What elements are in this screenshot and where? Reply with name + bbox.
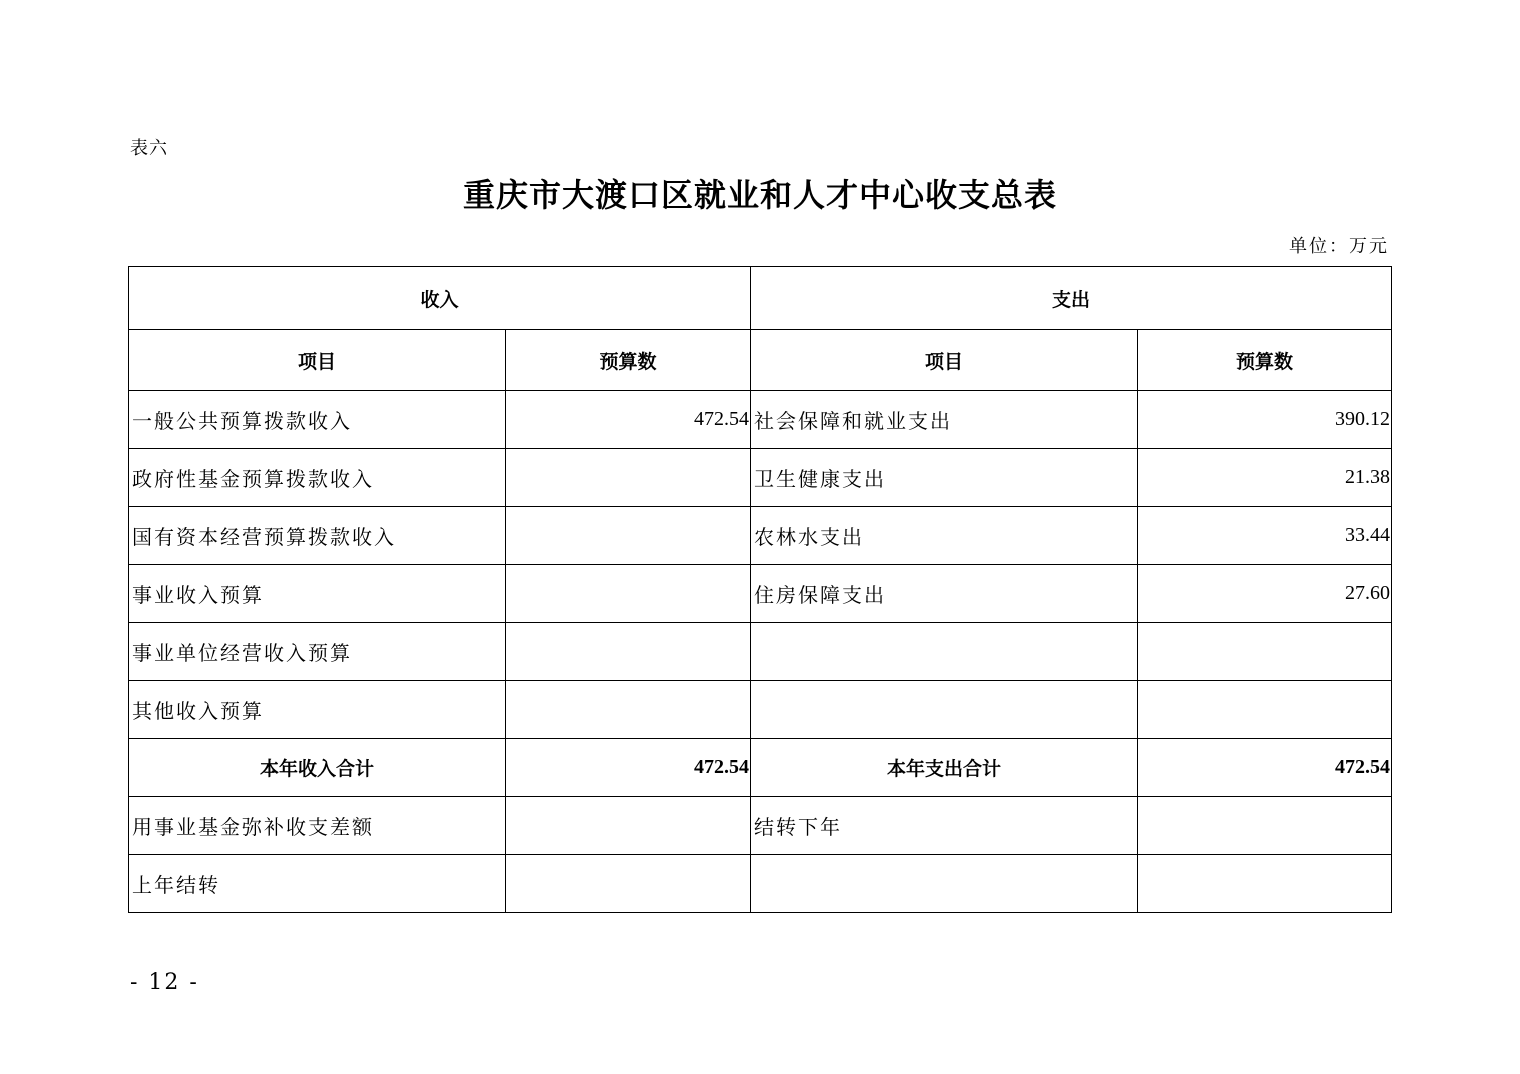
unit-label: 单位：万元 [1289,236,1389,257]
group-header-row [129,267,1392,330]
income-amount-cell [506,855,751,913]
table-row [129,855,1392,913]
page-number: - 12 - [130,970,199,995]
expense-item-cell: 卫生健康支出 [751,449,1138,507]
income-total-label: 本年收入合计 [129,739,506,797]
table-row [129,507,1392,565]
income-amount-cell [506,681,751,739]
income-item-cell: 国有资本经营预算拨款收入 [129,507,506,565]
income-amount-cell: 472.54 [506,391,751,449]
expense-total-label: 本年支出合计 [751,739,1138,797]
budget-summary-table [128,266,1392,913]
total-row [129,739,1392,797]
income-item-cell: 上年结转 [129,855,506,913]
table-row [129,565,1392,623]
income-amount-cell [506,623,751,681]
income-item-cell: 事业收入预算 [129,565,506,623]
income-item-cell: 政府性基金预算拨款收入 [129,449,506,507]
expense-amount-cell: 27.60 [1138,565,1392,623]
column-header-row [129,330,1392,391]
income-item-header: 项目 [129,330,506,391]
expenditure-group-header: 支出 [751,267,1392,330]
income-item-cell: 用事业基金弥补收支差额 [129,797,506,855]
expense-amount-cell: 33.44 [1138,507,1392,565]
table-label: 表六 [130,138,168,159]
expense-item-cell: 社会保障和就业支出 [751,391,1138,449]
income-amount-header: 预算数 [506,330,751,391]
page-title: 重庆市大渡口区就业和人才中心收支总表 [462,176,1057,214]
income-item-cell: 事业单位经营收入预算 [129,623,506,681]
expense-amount-cell [1138,681,1392,739]
table-row [129,449,1392,507]
expense-amount-cell [1138,855,1392,913]
table-row [129,623,1392,681]
expense-item-cell: 结转下年 [751,797,1138,855]
table-row [129,797,1392,855]
income-group-header: 收入 [129,267,751,330]
expense-amount-cell: 21.38 [1138,449,1392,507]
expense-amount-cell: 390.12 [1138,391,1392,449]
income-amount-cell [506,565,751,623]
income-amount-cell [506,797,751,855]
expense-item-cell [751,681,1138,739]
expense-amount-cell [1138,623,1392,681]
table-row [129,681,1392,739]
expense-amount-cell [1138,797,1392,855]
expense-amount-header: 预算数 [1138,330,1392,391]
expense-item-cell [751,855,1138,913]
income-item-cell: 其他收入预算 [129,681,506,739]
expense-item-cell: 住房保障支出 [751,565,1138,623]
income-total-amount: 472.54 [506,739,751,797]
table-row [129,391,1392,449]
expense-total-amount: 472.54 [1138,739,1392,797]
income-item-cell: 一般公共预算拨款收入 [129,391,506,449]
income-amount-cell [506,449,751,507]
income-amount-cell [506,507,751,565]
expense-item-cell [751,623,1138,681]
expense-item-cell: 农林水支出 [751,507,1138,565]
expense-item-header: 项目 [751,330,1138,391]
